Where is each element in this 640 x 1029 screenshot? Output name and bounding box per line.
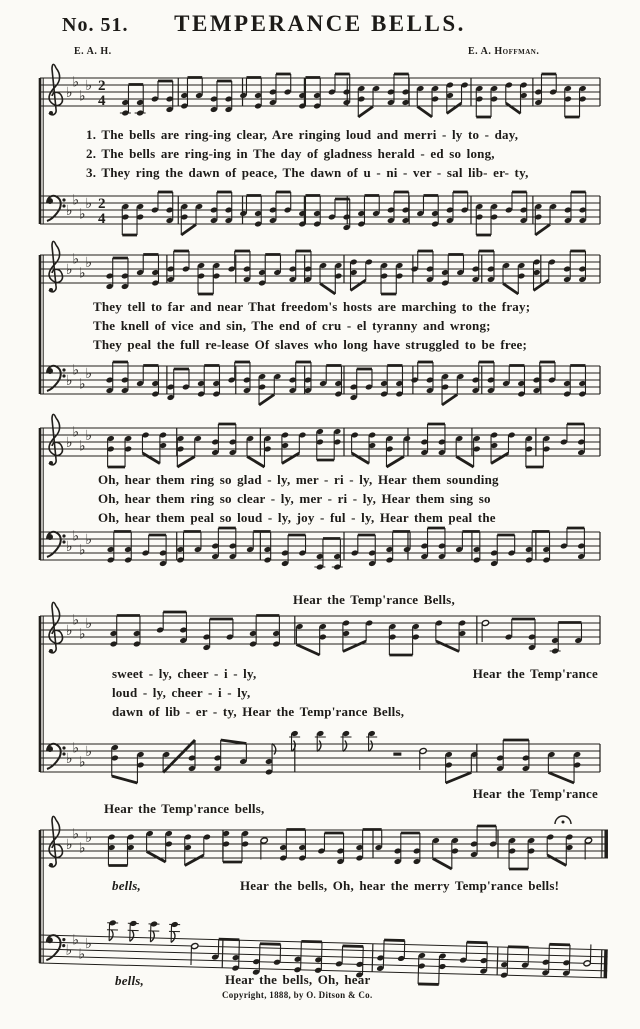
verse-2-line: 2. The bells are ring-ing in The day of gladness herald - ed so long,	[86, 146, 495, 161]
hymn-number: No. 51.	[62, 14, 129, 36]
stanza3-line-3: Oh, hear them peal so loud - ly, joy - ful - ly, Hear them peal the	[98, 510, 496, 525]
svg-text:♭: ♭	[79, 265, 86, 282]
svg-text:♭: ♭	[79, 438, 86, 455]
svg-text:♭: ♭	[85, 78, 93, 94]
svg-text:♭: ♭	[85, 255, 93, 271]
svg-text:♭: ♭	[85, 366, 93, 382]
svg-text:2: 2	[98, 196, 106, 212]
svg-text:♭: ♭	[72, 932, 80, 949]
svg-text:♭: ♭	[85, 744, 93, 760]
svg-text:♭: ♭	[79, 376, 86, 393]
refrain-text: Hear the Temp'rance Bells,	[293, 592, 455, 607]
stanza3-line-1: Oh, hear them ring so glad - ly, mer - ri - ly, Hear them sounding	[98, 472, 499, 487]
svg-text:♭: ♭	[66, 837, 73, 853]
svg-text:♭: ♭	[72, 612, 80, 629]
echo-lyric-left: Hear the Temp'rance bells,	[104, 801, 265, 816]
page-title: TEMPERANCE BELLS.	[174, 11, 466, 36]
copyright-notice: Copyright, 1888, by O. Ditson & Co.	[222, 990, 373, 1000]
svg-text:♭: ♭	[85, 196, 93, 212]
stanza3-line-2: Oh, hear them ring so clear - ly, mer - ri - ly, Hear them sing so	[98, 491, 491, 506]
stanza2-line-1: They tell to far and near That freedom's hosts are marching to the fray;	[93, 299, 531, 314]
svg-text:4: 4	[98, 93, 106, 109]
system4-lyric-right: Hear the Temp'rance	[472, 666, 598, 681]
svg-text:♭: ♭	[72, 74, 80, 91]
echo-lyric-right: Hear the Temp'rance	[472, 786, 598, 801]
svg-text:♭: ♭	[79, 754, 86, 771]
svg-text:♭: ♭	[72, 424, 80, 441]
stanza2-line-2: The knell of vice and sin, The end of cru - el tyranny and wrong;	[93, 318, 491, 333]
svg-text:♭: ♭	[78, 946, 86, 963]
svg-text:♭: ♭	[79, 88, 86, 105]
svg-text:♭: ♭	[65, 942, 73, 959]
svg-text:♭: ♭	[66, 539, 73, 555]
svg-text:♭: ♭	[66, 623, 73, 639]
system5-lyric-left: bells,	[112, 878, 142, 893]
svg-text:2: 2	[98, 78, 106, 94]
svg-text:♭: ♭	[72, 192, 80, 209]
svg-text:♭: ♭	[72, 826, 80, 843]
svg-text:♭: ♭	[85, 936, 93, 953]
svg-text:♭: ♭	[72, 740, 80, 757]
final-lyric-left: bells,	[115, 973, 145, 988]
system4-lyric-1: sweet - ly, cheer - i - ly,	[112, 666, 257, 681]
system5-lyric-main: Hear the bells, Oh, hear the merry Temp'rance bells!	[240, 878, 560, 893]
system4-lyric-2: loud - ly, cheer - i - ly,	[112, 685, 251, 700]
final-lyric-main: Hear the bells, Oh, hear	[225, 972, 371, 987]
verse-1-line: 1. The bells are ring-ing clear, Are ringing loud and merri - ly to - day,	[86, 127, 519, 142]
svg-text:4: 4	[98, 211, 106, 227]
verse-3-line: 3. They ring the dawn of peace, The dawn of u - ni - ver - sal lib- er- ty,	[86, 165, 529, 180]
stanza2-line-3: They peal the full re-lease Of slaves who long have struggled to be free;	[93, 337, 528, 352]
svg-text:♭: ♭	[66, 203, 73, 219]
svg-text:♭: ♭	[85, 616, 93, 632]
svg-text:♭: ♭	[85, 830, 93, 846]
svg-text:♭: ♭	[66, 435, 73, 451]
composer-credit: E. A. Hoffman.	[468, 46, 540, 57]
svg-text:♭: ♭	[79, 840, 86, 857]
svg-text:♭: ♭	[79, 206, 86, 223]
svg-text:♭: ♭	[79, 626, 86, 643]
svg-text:♭: ♭	[72, 251, 80, 268]
svg-text:♭: ♭	[85, 532, 93, 548]
svg-text:♭: ♭	[79, 542, 86, 559]
svg-text:♭: ♭	[66, 373, 73, 389]
svg-text:♭: ♭	[66, 262, 73, 278]
svg-text:♭: ♭	[72, 528, 80, 545]
lyricist-credit: E. A. H.	[74, 46, 112, 57]
svg-text:♭: ♭	[72, 362, 80, 379]
system4-lyric-3: dawn of lib - er - ty, Hear the Temp'rance Bells,	[112, 704, 405, 719]
svg-text:♭: ♭	[66, 751, 73, 767]
svg-text:♭: ♭	[85, 428, 93, 444]
svg-text:♭: ♭	[66, 85, 73, 101]
